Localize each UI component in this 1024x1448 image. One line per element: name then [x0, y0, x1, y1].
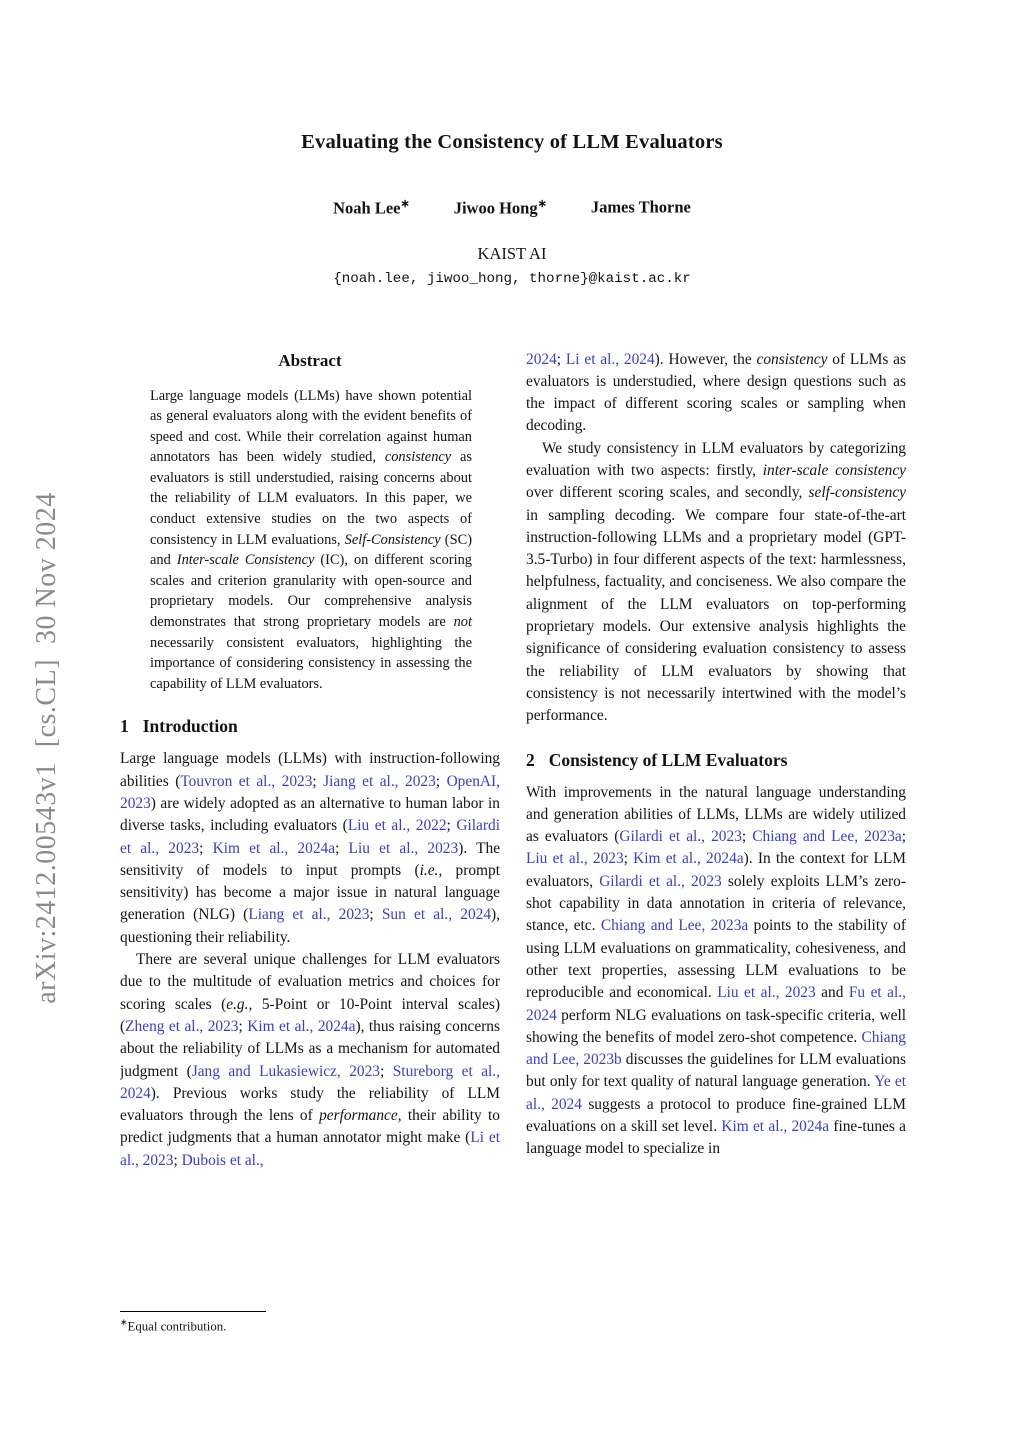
citation-link[interactable]: Chiang and Lee, 2023a — [600, 917, 749, 935]
author-mark: ∗ — [400, 198, 410, 210]
author-name — [454, 197, 547, 219]
text-segment: as evaluators is still understudied, raising concerns about the reliability of LLM evaluators. In this paper, we conduct extensive studies on the two aspects of consistency in LLM evaluations, — [150, 449, 472, 548]
text-segment: fine-tunes a language model to specialize in — [526, 1118, 906, 1158]
citation-link[interactable]: Zheng et al., 2023 — [125, 1017, 239, 1035]
text-segment: ; — [435, 772, 447, 790]
text-segment: necessarily consistent evaluators, highlighting the importance of considering consistency in assessing the capability of LLM evaluators. — [150, 634, 472, 692]
citation-link[interactable]: Liu et al., 2023 — [348, 839, 459, 857]
citation-link[interactable]: Liu et al., 2023 — [526, 850, 624, 868]
citation-link[interactable]: Liu et al., 2023 — [717, 984, 816, 1002]
text-segment: ; — [335, 839, 349, 857]
citation-link[interactable]: Kim et al., 2024a — [247, 1017, 356, 1035]
footnote-block — [120, 1311, 500, 1338]
text-segment: ; — [379, 1062, 393, 1080]
text-segment: ). In the context for LLM evaluators, — [526, 850, 906, 890]
section-title: Consistency of LLM Evaluators — [548, 749, 788, 770]
text-segment: of LLMs as evaluators is understudied, where design questions such as the impact of different scoring scales or sampling when decoding. — [526, 350, 906, 435]
emphasis-text: not — [453, 614, 472, 631]
text-segment: and — [815, 984, 849, 1002]
footnote-body: Equal contribution. — [127, 1319, 227, 1334]
emphasis-text: Self-Consistency — [344, 531, 441, 548]
emphasis-text: performance — [319, 1107, 398, 1125]
citation-link[interactable]: Kim et al., 2024a — [633, 850, 744, 868]
citation-link[interactable]: Gilardi et al., 2023 — [599, 872, 722, 890]
text-segment: perform NLG evaluations on task-specific criteria, well showing the benefits of model zero-shot competence. — [526, 1006, 906, 1046]
emphasis-text: self-consistency — [808, 484, 906, 502]
paragraph — [526, 782, 906, 1161]
citation-link[interactable]: Li et al., 2023 — [120, 1129, 500, 1169]
text-segment: 5-Point or 10-Point interval scales) ( — [120, 995, 500, 1035]
citation-link[interactable]: Li et al., 2024 — [565, 350, 655, 368]
text-segment: ), thus raising concerns about the reliability of LLMs as a mechanism for automated judgment ( — [120, 1017, 500, 1080]
text-segment: ). Previous works study the reliability of LLM evaluators through the lens of — [120, 1084, 500, 1125]
text-segment: There are several unique challenges for LLM evaluators due to the multitude of evaluation metrics and choices for scoring scales ( — [120, 951, 500, 1013]
citation-link[interactable]: Gilardi et al., 2023 — [120, 817, 500, 857]
emphasis-text: consistency — [756, 350, 828, 368]
author-mark: ∗ — [537, 198, 547, 210]
author-list — [0, 197, 1024, 219]
citation-link[interactable]: Liang et al., 2023 — [248, 906, 370, 924]
section-title: Introduction — [142, 716, 238, 737]
citation-link[interactable]: OpenAI, 2023 — [120, 772, 500, 812]
citation-link[interactable]: Chiang and Lee, 2023b — [526, 1028, 906, 1069]
citation-link[interactable]: Stureborg et al., 2024 — [120, 1062, 501, 1102]
text-segment: ; — [556, 350, 566, 368]
text-segment: (SC) and — [150, 531, 472, 569]
abstract-text — [120, 386, 500, 695]
affiliation: KAIST AI — [477, 243, 547, 263]
text-segment: With improvements in the natural language understanding and generation abilities of LLMs, LLMs are widely utilized as evaluators ( — [526, 783, 906, 846]
paper-title: Evaluating the Consistency of LLM Evaluators — [301, 131, 723, 153]
text-segment: ; — [901, 828, 906, 846]
paragraph — [526, 438, 906, 728]
emphasis-text: inter-scale consistency — [762, 461, 906, 479]
text-segment: ; — [741, 828, 753, 846]
text-segment: ; — [199, 839, 213, 857]
author-name — [333, 197, 410, 219]
author-name — [591, 197, 691, 219]
emphasis-text: Inter-scale Consistency — [176, 552, 315, 569]
text-segment: Large language models (LLMs) have shown potential as general evaluators along with the evident benefits of speed and cost. While their correlation against human annotators has been widely studied, — [150, 387, 472, 466]
emphasis-text: e.g., — [226, 995, 253, 1013]
emphasis-text: consistency — [384, 449, 452, 466]
footnote-text — [120, 1317, 500, 1334]
author-name-text: Jiwoo Hong — [453, 198, 538, 218]
author-name-text: James Thorne — [590, 197, 691, 217]
citation-link[interactable]: 2024 — [526, 350, 557, 368]
text-segment: suggests a protocol to produce fine-grained LLM evaluations on a skill set level. — [526, 1095, 906, 1135]
section-heading-introduction — [120, 716, 500, 737]
citation-link[interactable]: Kim et al., 2024a — [212, 839, 336, 857]
text-segment: ), questioning their reliability. — [120, 906, 501, 946]
citation-link[interactable]: Jang and Lukasiewicz, 2023 — [191, 1062, 380, 1080]
text-segment: ; — [173, 1151, 182, 1169]
text-segment: ; — [446, 817, 457, 835]
citation-link[interactable]: Dubois et al., — [181, 1151, 264, 1169]
text-segment: over different scoring scales, and secondly, — [526, 484, 809, 502]
section-heading-consistency — [526, 750, 906, 771]
text-segment: ). However, the — [654, 350, 757, 368]
text-segment: ; — [623, 850, 634, 868]
citation-link[interactable]: Kim et al., 2024a — [721, 1118, 830, 1135]
text-segment: points to the stability of using LLM evaluations on grammaticality, cohesiveness, and other text properties, assessing LLM evaluations to be reproducible and economical. — [526, 917, 906, 1002]
left-column — [120, 349, 500, 1339]
text-segment: discusses the guidelines for LLM evaluations but only for text quality of natural language generation. — [526, 1051, 906, 1091]
paragraph — [120, 949, 500, 1172]
text-segment: ; — [312, 772, 324, 790]
arxiv-watermark: arXiv:2412.00543v1 [cs.CL] 30 Nov 2024 — [31, 492, 62, 1004]
citation-link[interactable]: Fu et al., 2024 — [526, 984, 906, 1024]
citation-link[interactable]: Touvron et al., 2023 — [180, 772, 313, 790]
emphasis-text: i.e., — [419, 861, 443, 879]
citation-link[interactable]: Jiang et al., 2023 — [323, 772, 436, 790]
abstract-heading: Abstract — [278, 350, 342, 370]
footnote-mark: ∗ — [120, 1317, 128, 1328]
citation-link[interactable]: Sun et al., 2024 — [381, 906, 492, 924]
text-segment: (IC), on different scoring scales and criterion granularity with open-source and proprietary models. Our comprehensive analysis demonstrates that strong proprietary models are — [150, 552, 472, 631]
citation-link[interactable]: Chiang and Lee, 2023a — [752, 828, 902, 846]
text-segment: Large language models (LLMs) with instruction-following abilities ( — [120, 750, 500, 790]
text-segment: solely exploits LLM’s zero-shot capability in data annotation in criteria of relevance, stance, etc. — [526, 872, 906, 935]
paper-header — [0, 0, 1024, 287]
text-segment: ; — [369, 906, 382, 924]
text-segment: ) are widely adopted as an alternative to human labor in diverse tasks, including evaluators ( — [120, 795, 500, 835]
text-segment: ). The sensitivity of models to input prompts ( — [120, 839, 501, 879]
text-segment: prompt sensitivity) has become a major issue in natural language generation (NLG) ( — [120, 861, 500, 924]
citation-link[interactable]: Gilardi et al., 2023 — [619, 828, 742, 846]
two-column-body — [120, 349, 906, 1339]
section-number: 1 — [120, 716, 129, 737]
author-name-text: Noah Lee — [333, 198, 401, 218]
contact-email: {noah.lee, jiwoo_hong, thorne}@kaist.ac.kr — [333, 270, 691, 287]
text-segment: , their ability to predict judgments that a human annotator might make ( — [120, 1107, 500, 1147]
text-segment: ; — [238, 1017, 248, 1035]
right-column — [526, 349, 906, 1339]
paragraph — [120, 748, 500, 949]
citation-link[interactable]: Ye et al., 2024 — [526, 1073, 906, 1113]
section-number: 2 — [526, 749, 535, 770]
footnote-rule — [120, 1311, 266, 1312]
paragraph — [526, 349, 906, 438]
citation-link[interactable]: Liu et al., 2022 — [347, 817, 447, 835]
text-segment: in sampling decoding. We compare four state-of-the-art instruction-following LLMs and a proprietary model (GPT-3.5-Turbo) in four different aspects of the text: harmlessness, helpfulness, factuality, and conciseness. We also compare the alignment of the LLM evaluators on top-performing proprietary models. Our extensive analysis highlights the significance of considering evaluation consistency to assess the reliability of LLM evaluators by showing that consistency is not necessarily intertwined with the model’s performance. — [526, 506, 906, 725]
text-segment: We study consistency in LLM evaluators by categorizing evaluation with two aspects: firstly, — [526, 439, 906, 479]
